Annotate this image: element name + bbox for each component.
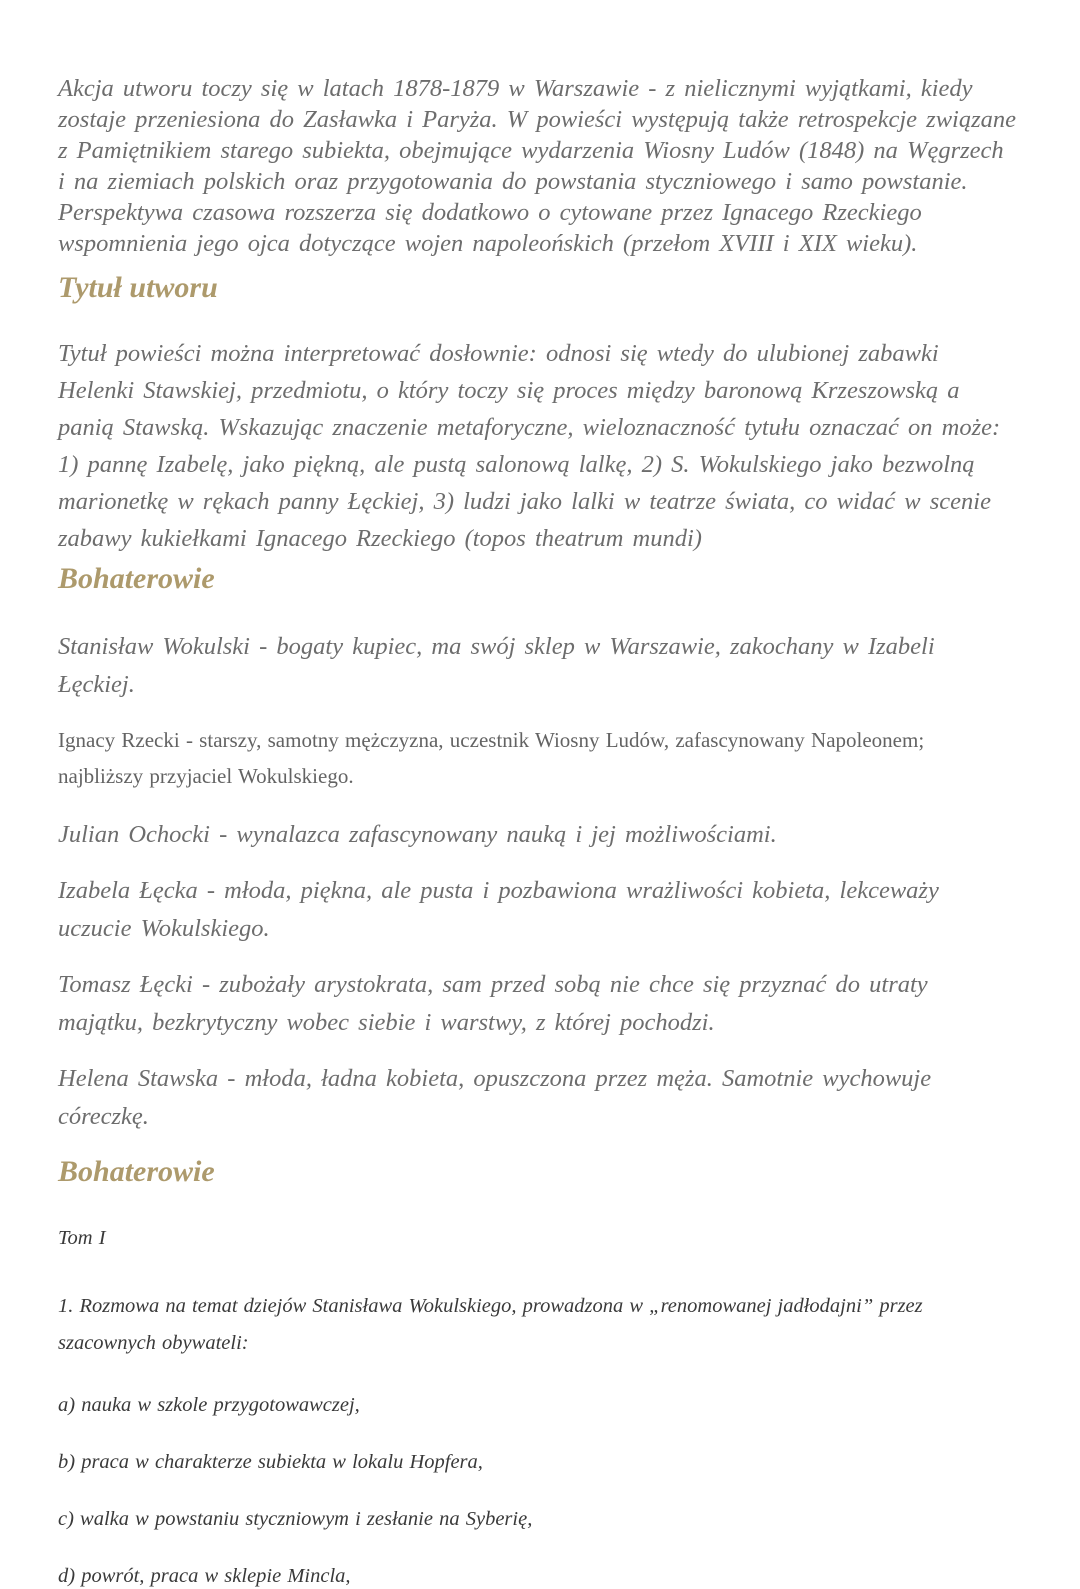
section-heading-tytul-utworu: Tytuł utworu [58, 271, 218, 304]
character-tomasz: Tomasz Łęcki - zubożały arystokrata, sam przed sobą nie chce się przyznać do utraty majątku, bezkrytyczny wobec siebie i warstwy, z której pochodzi. [58, 971, 928, 1036]
plot-intro-paragraph: 1. Rozmowa na temat dziejów Stanisława Wokulskiego, prowadzona w „renomowanej jadłodajni” przez szacownych obywateli: [58, 1295, 923, 1354]
plot-point-c: c) walka w powstaniu styczniowym i zesłanie na Syberię, [58, 1508, 533, 1530]
section-heading-bohaterowie-1: Bohaterowie [58, 562, 215, 595]
character-rzecki: Ignacy Rzecki - starszy, samotny mężczyzna, uczestnik Wiosny Ludów, zafascynowany Napoleonem; najbliższy przyjaciel Wokulskiego. [58, 728, 925, 788]
title-interpretation-paragraph: Tytuł powieści można interpretować dosłownie: odnosi się wtedy do ulubionej zabawki Helenki Stawskiej, przedmiotu, o który toczy się proces między baronową Krzeszowską a panią Stawską. Wskazując znaczenie metaforyczne, wieloznaczność tytułu oznaczać on może: 1) pannę Izabelę, jako piękną, ale pustą salonową lalkę, 2) S. Wokulskiego jako bezwolną marionetkę w rękach panny Łęckiej, 3) ludzi jako lalki w teatrze świata, co widać w scenie zabawy kukiełkami Ignacego Rzeckiego (topos theatrum mundi) [58, 340, 1001, 552]
plot-point-d: d) powrót, praca w sklepie Mincla, [58, 1565, 351, 1587]
plot-point-a: a) nauka w szkole przygotowawczej, [58, 1394, 360, 1416]
character-stawska: Helena Stawska - młoda, ładna kobieta, opuszczona przez męża. Samotnie wychowuje córeczkę. [58, 1065, 932, 1130]
character-ochocki: Julian Ochocki - wynalazca zafascynowany nauką i jej możliwościami. [58, 821, 777, 848]
character-izabela: Izabela Łęcka - młoda, piękna, ale pusta i pozbawiona wrażliwości kobieta, lekceważy uczucie Wokulskiego. [58, 877, 939, 942]
volume-label: Tom I [58, 1227, 106, 1249]
intro-paragraph: Akcja utworu toczy się w latach 1878-1879 w Warszawie - z nielicznymi wyjątkami, kiedy zostaje przeniesiona do Zasławka i Paryża. W powieści występują także retrospekcje związane z Pamiętnikiem starego subiekta, obejmujące wydarzenia Wiosny Ludów (1848) na Węgrzech i na ziemiach polskich oraz przygotowania do powstania styczniowego i samo powstanie. Perspektywa czasowa rozszerza się dodatkowo o cytowane przez Ignacego Rzeckiego wspomnienia jego ojca dotyczące wojen napoleońskich (przełom XVIII i XIX wieku). [58, 75, 1017, 257]
section-heading-bohaterowie-2: Bohaterowie [58, 1155, 215, 1188]
character-wokulski: Stanisław Wokulski - bogaty kupiec, ma swój sklep w Warszawie, zakochany w Izabeli Łęckiej. [58, 633, 935, 698]
plot-point-b: b) praca w charakterze subiekta w lokalu Hopfera, [58, 1451, 483, 1473]
